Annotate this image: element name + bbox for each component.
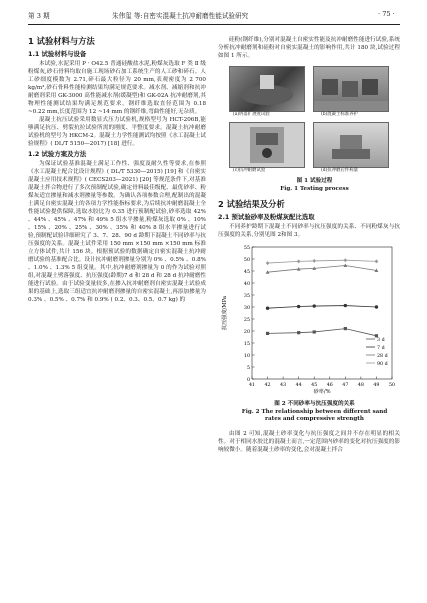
legend-label: 7 d bbox=[377, 346, 385, 352]
y-tick-label: 10 bbox=[243, 354, 250, 360]
x-tick-label: 47 bbox=[342, 383, 349, 389]
series-line-90d bbox=[268, 260, 377, 263]
x-tick-label: 45 bbox=[311, 383, 318, 389]
y-tick-label: 30 bbox=[243, 306, 250, 312]
y-tick-label: 0 bbox=[246, 378, 250, 384]
figure-caption: 图 2 不同砂率与抗压强度的关系 bbox=[274, 401, 355, 408]
photo-caption: (d)抗冲磨后件称量 bbox=[321, 168, 358, 174]
data-point bbox=[297, 331, 300, 334]
figure-caption: 图 1 试验过程 bbox=[296, 178, 333, 185]
data-point bbox=[344, 304, 347, 307]
y-tick-label: 40 bbox=[243, 282, 250, 288]
line-chart bbox=[218, 241, 400, 401]
paragraph: 混凝土抗压试验采用数显式压力试验机,规格型号为 HCT-206B,能够满足抗压、劈裂抗拉试验所需的刚度、平整度要求。混凝土抗冲耐磨试验机的型号为 HKCM-2。混凝土力学性能测试均按照《水工混凝土试验规程》( DL/T 5150—2017) [18] 进行。 bbox=[28, 117, 206, 148]
issue-number: 第 3 期 bbox=[28, 12, 50, 20]
x-tick-label: 44 bbox=[295, 383, 302, 389]
page-header bbox=[0, 10, 427, 24]
x-tick-label: 48 bbox=[357, 383, 364, 389]
data-point bbox=[375, 306, 378, 309]
data-point bbox=[266, 332, 269, 335]
y-tick-label: 15 bbox=[243, 342, 250, 348]
figure-1-photos bbox=[229, 66, 389, 178]
paragraph: 由图 2 可知,混凝土砂率变化与抗压强度之间并不存在明显的相关性。对于相同水胶比的混凝土而言,一定范围内砂率的变化对抗压强度的影响较微小。随着混凝土砂率的变化,会对混凝土拌合 bbox=[218, 430, 400, 453]
data-point bbox=[344, 258, 348, 262]
paragraph: 不同养护龄期下混凝土不同砂率与抗压强度的关系、不同粉煤灰与抗压强度的关系,分别见图 2和图 3。 bbox=[218, 224, 400, 239]
photo-caption: (a)坍落扩展度试验 bbox=[233, 112, 270, 118]
photo-caption: (b)混凝土标准养护 bbox=[321, 112, 358, 118]
left-column bbox=[28, 36, 206, 304]
data-point bbox=[266, 261, 270, 265]
x-tick-label: 41 bbox=[248, 383, 256, 389]
figure-2-chart bbox=[218, 241, 400, 401]
data-point bbox=[313, 305, 316, 308]
y-axis-label: 抗压强度/MPa bbox=[222, 296, 228, 331]
x-axis-label: 砂率/% bbox=[313, 389, 331, 396]
subsection-heading: 2.1 预试验砂率及粉煤灰配比选取 bbox=[218, 213, 315, 222]
photo-weighing bbox=[313, 122, 389, 168]
subsection-heading: 1.2 试验方案及方法 bbox=[28, 149, 87, 158]
data-point bbox=[344, 327, 347, 330]
paragraph: 本试验,水泥采用 P · O42.5 普通硅酸盐水泥,粉煤灰选取 F 类 Ⅱ 级粉煤灰,砂石骨料均取自施工现场砂石加工系统生产的人工砂和碎石。人工砂细度模数为 2.71,碎石最大粒径为 20 mm,表观密度为 2 700 kg/m³,砂石骨料性能检测结果均满足规范要求。减水剂、减缩剂和抗冲耐磨剂采用 GK-3000 高性能减水剂(缓凝型)和 GK-02A 抗冲耐磨剂,其物理性能测试结果均满足规范要求。钢纤维选取直径范围为 0.18 ~0.22 mm,长度范围为 12 ~14 mm 的钢纤维,弯曲性能好,无杂质。 bbox=[28, 61, 206, 116]
figure-caption-en: Fig. 2 The relationship between different sand bbox=[241, 408, 388, 415]
running-title: 朱伟玺 等:自密实混凝土抗冲耐磨性能试验研究 bbox=[112, 12, 249, 20]
series-line-28d bbox=[268, 266, 377, 273]
y-tick-label: 55 bbox=[243, 246, 250, 252]
series-line-3d bbox=[268, 329, 377, 336]
data-point bbox=[313, 331, 316, 334]
page-number: · 75 · bbox=[378, 10, 395, 18]
photo-slump-test bbox=[229, 66, 305, 112]
photo-abrasion-test bbox=[229, 122, 305, 168]
x-tick-label: 42 bbox=[264, 383, 271, 389]
data-point bbox=[297, 305, 300, 308]
paragraph: 为保证试验基准混凝土满足工作性、强度及耐久性等要求,在参照《水工混凝土配合比设计规程》( DL/T 5330—2015) [19] 和《自密实混凝土应用技术规程》( CECS203—2021) [20] 等规范条件下,对基准混凝土拌合物进行了多次预制配试验,确定骨料最佳级配、最优砂率、粉煤灰适宜掺量和减水剂掺量等参数。为确认各项参数合理,配制出的混凝土满足自密实混凝土的各项力学性能指标要求,为后续抗冲耐磨混凝土全性能试验提供保障,选取水胶比为 0.35 进行预制配试验,砂率选取 42% 、44% 、45% 、47% 和 49% 5 组水平掺量,粉煤灰选取 0% 、10% 、15% 、20% 、25% 、30% 、35% 和 40% 8 组水平掺量进行试验,预制配试验详细研究了 3、7、28、90 d 龄期下混凝土不同砂率与抗压强度的关系。混凝土试件采用 150 mm ×150 mm ×150 mm 标准立方体试件,共计 156 块。根据预试验的数据确定自密实混凝土抗冲耐磨试验的基准配合比。设计抗冲耐磨剂掺量分别为 0% 、0.5% 、0.8% 、1.0% 、1.3% 5 组变量。其中,抗冲耐磨剂掺量为 0 的作为试验对照组,对混凝土劈落强度、抗压强度(龄期)7 d 和 28 d 和 28 d 抗冲耐磨性能进行试验。由于试验变量较多,在掺入抗冲耐磨剂自密实混凝土试验成果的基础上,选取三组适宜抗冲耐磨剂掺量的自密实混凝土,再添加掺量为 0.3% 、0.5% 、0.7% 和 0.9% ( 0.2、0.3、0.5、0.7 kg) 的 bbox=[28, 160, 206, 304]
y-tick-label: 5 bbox=[246, 366, 250, 372]
figure-caption-en: rates and compressive strength bbox=[265, 416, 364, 423]
legend-label: 90 d bbox=[377, 362, 388, 368]
data-point bbox=[312, 259, 316, 263]
section-heading: 2 试验结果及分析 bbox=[218, 199, 285, 210]
x-tick-label: 43 bbox=[280, 383, 287, 389]
photo-caption: (c)抗冲耐磨试验 bbox=[233, 168, 266, 174]
paragraph: 硅粉(钢纤维),分别对混凝土自密实性能及抗冲耐磨性能进行试验,系统分析抗冲耐磨剂和硅粉对自密实混凝土的影响作用,共计 180 块,试验过程如图 1 所示。 bbox=[218, 37, 400, 60]
data-point bbox=[375, 260, 379, 264]
plot-frame bbox=[252, 247, 392, 379]
x-tick-label: 50 bbox=[388, 383, 396, 389]
legend-label: 3 d bbox=[377, 338, 385, 344]
x-tick-label: 46 bbox=[326, 383, 333, 389]
data-point bbox=[297, 260, 301, 264]
series-line-7d bbox=[268, 306, 377, 309]
figure-caption-en: Fig. 1 Testing process bbox=[280, 185, 349, 192]
y-tick-label: 35 bbox=[243, 294, 250, 300]
right-column bbox=[218, 36, 400, 454]
y-tick-label: 50 bbox=[243, 258, 250, 264]
y-tick-label: 25 bbox=[243, 318, 250, 324]
section-heading: 1 试验材料与方法 bbox=[28, 36, 95, 46]
header-rule bbox=[28, 24, 400, 25]
data-point bbox=[266, 307, 269, 310]
y-tick-label: 45 bbox=[243, 270, 250, 276]
x-tick-label: 49 bbox=[373, 383, 380, 389]
photo-curing bbox=[313, 66, 389, 112]
y-tick-label: 20 bbox=[243, 330, 250, 336]
legend-label: 28 d bbox=[377, 354, 388, 360]
subsection-heading: 1.1 试验材料与设备 bbox=[28, 50, 87, 58]
